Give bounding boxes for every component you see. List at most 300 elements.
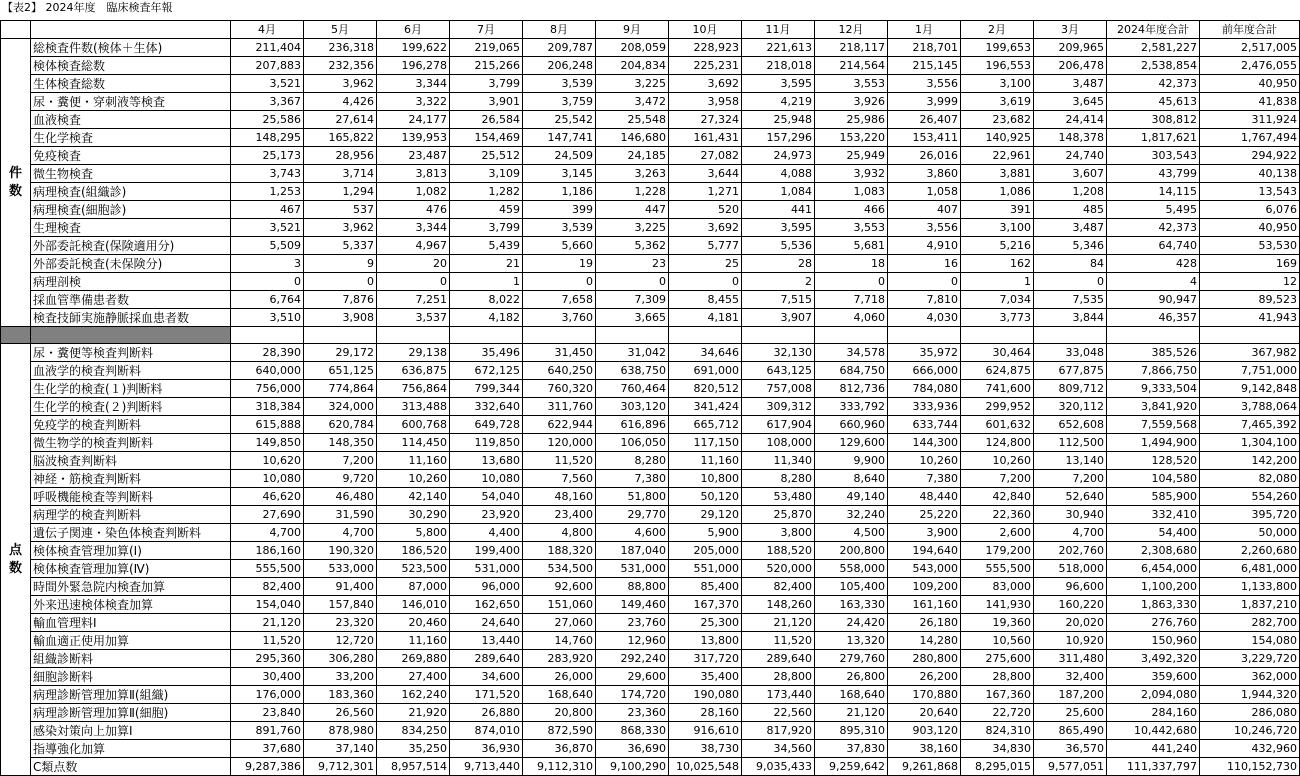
table-cell: 9,259,642 <box>815 758 888 776</box>
table-cell: 87,000 <box>377 578 450 596</box>
table-cell: 295,360 <box>231 650 304 668</box>
table-cell: 4,060 <box>815 309 888 327</box>
table-row <box>1 740 1300 758</box>
table-cell: 221,613 <box>742 39 815 57</box>
table-cell: 22,720 <box>961 704 1034 722</box>
table-cell: 27,324 <box>669 111 742 129</box>
table-cell: 1,944,320 <box>1200 686 1300 704</box>
column-header: 10月 <box>669 21 742 39</box>
table-cell: 23 <box>596 255 669 273</box>
table-cell: 284,160 <box>1107 704 1200 722</box>
table-cell: 48,440 <box>888 488 961 506</box>
table-cell: 148,260 <box>742 596 815 614</box>
row-label: 病理剖検 <box>31 273 231 291</box>
table-cell: 20,800 <box>523 704 596 722</box>
table-cell: 812,736 <box>815 380 888 398</box>
table-cell: 3,472 <box>596 93 669 111</box>
row-label: 検体検査管理加算(Ⅰ) <box>31 542 231 560</box>
separator-cell <box>31 327 231 344</box>
table-cell: 27,400 <box>377 668 450 686</box>
table-cell: 29,770 <box>596 506 669 524</box>
table-cell: 9,712,301 <box>304 758 377 776</box>
table-cell: 4,426 <box>304 93 377 111</box>
table-cell: 187,200 <box>1034 686 1107 704</box>
table-cell: 168,640 <box>815 686 888 704</box>
table-cell: 36,870 <box>523 740 596 758</box>
table-cell: 154,080 <box>1200 632 1300 650</box>
table-cell: 10,246,720 <box>1200 722 1300 740</box>
table-cell: 2,094,080 <box>1107 686 1200 704</box>
table-cell: 176,000 <box>231 686 304 704</box>
table-cell: 29,138 <box>377 344 450 362</box>
table-cell: 12 <box>1200 273 1300 291</box>
table-cell: 20 <box>377 255 450 273</box>
table-row <box>1 344 1300 362</box>
table-cell: 9 <box>304 255 377 273</box>
row-label: 病理学的検査判断料 <box>31 506 231 524</box>
table-cell: 367,982 <box>1200 344 1300 362</box>
table-cell: 333,936 <box>888 398 961 416</box>
row-label: 微生物検査 <box>31 165 231 183</box>
table-cell: 320,112 <box>1034 398 1107 416</box>
table-cell: 3,901 <box>450 93 523 111</box>
table-row <box>1 183 1300 201</box>
table-cell: 82,400 <box>742 578 815 596</box>
table-cell: 21,920 <box>377 704 450 722</box>
separator-cell <box>669 327 742 344</box>
table-cell: 865,490 <box>1034 722 1107 740</box>
table-cell: 1,086 <box>961 183 1034 201</box>
table-cell: 21,120 <box>742 614 815 632</box>
table-cell: 3,556 <box>888 219 961 237</box>
table-cell: 200,800 <box>815 542 888 560</box>
table-cell: 652,608 <box>1034 416 1107 434</box>
table-cell: 428 <box>1107 255 1200 273</box>
table-cell: 25,548 <box>596 111 669 129</box>
table-cell: 299,952 <box>961 398 1034 416</box>
table-cell: 186,520 <box>377 542 450 560</box>
table-cell: 4,800 <box>523 524 596 542</box>
table-cell: 29,120 <box>669 506 742 524</box>
table-cell: 7,560 <box>523 470 596 488</box>
table-cell: 40,138 <box>1200 165 1300 183</box>
table-cell: 82,400 <box>231 578 304 596</box>
table-cell: 3,962 <box>304 219 377 237</box>
table-cell: 1,186 <box>523 183 596 201</box>
table-cell: 48,160 <box>523 488 596 506</box>
table-cell: 3,799 <box>450 219 523 237</box>
table-cell: 41,943 <box>1200 309 1300 327</box>
column-header: 8月 <box>523 21 596 39</box>
table-cell: 554,260 <box>1200 488 1300 506</box>
table-cell: 4,219 <box>742 93 815 111</box>
table-cell: 83,000 <box>961 578 1034 596</box>
separator-cell <box>523 327 596 344</box>
table-cell: 834,250 <box>377 722 450 740</box>
table-cell: 25,870 <box>742 506 815 524</box>
table-cell: 3,926 <box>815 93 888 111</box>
table-cell: 636,875 <box>377 362 450 380</box>
table-cell: 684,750 <box>815 362 888 380</box>
table-cell: 2,476,055 <box>1200 57 1300 75</box>
table-cell: 209,965 <box>1034 39 1107 57</box>
table-row <box>1 506 1300 524</box>
table-cell: 24,420 <box>815 614 888 632</box>
table-cell: 92,600 <box>523 578 596 596</box>
table-cell: 1,863,330 <box>1107 596 1200 614</box>
table-row <box>1 75 1300 93</box>
table-cell: 12,720 <box>304 632 377 650</box>
table-cell: 1,083 <box>815 183 888 201</box>
table-cell: 162,650 <box>450 596 523 614</box>
table-cell: 35,496 <box>450 344 523 362</box>
table-cell: 5,439 <box>450 237 523 255</box>
table-cell: 3,788,064 <box>1200 398 1300 416</box>
table-cell: 3,900 <box>888 524 961 542</box>
table-cell: 1,253 <box>231 183 304 201</box>
table-cell: 903,120 <box>888 722 961 740</box>
table-cell: 169 <box>1200 255 1300 273</box>
row-label: 遺伝子関連・染色体検査判断料 <box>31 524 231 542</box>
table-cell: 282,700 <box>1200 614 1300 632</box>
table-cell: 3,487 <box>1034 75 1107 93</box>
table-cell: 162 <box>961 255 1034 273</box>
table-cell: 3,492,320 <box>1107 650 1200 668</box>
table-cell: 161,160 <box>888 596 961 614</box>
column-header: 2024年度合計 <box>1107 21 1200 39</box>
table-cell: 139,953 <box>377 129 450 147</box>
table-cell: 0 <box>304 273 377 291</box>
group-label-points: 点数 <box>1 344 31 776</box>
table-cell: 25,173 <box>231 147 304 165</box>
table-cell: 31,450 <box>523 344 596 362</box>
table-cell: 391 <box>961 201 1034 219</box>
table-row <box>1 578 1300 596</box>
table-cell: 1,228 <box>596 183 669 201</box>
table-cell: 333,792 <box>815 398 888 416</box>
table-cell: 106,050 <box>596 434 669 452</box>
table-cell: 218,018 <box>742 57 815 75</box>
table-cell: 399 <box>523 201 596 219</box>
table-cell: 37,680 <box>231 740 304 758</box>
table-cell: 24,973 <box>742 147 815 165</box>
table-cell: 23,920 <box>450 506 523 524</box>
table-cell: 3,932 <box>815 165 888 183</box>
table-cell: 774,864 <box>304 380 377 398</box>
table-cell: 20,640 <box>888 704 961 722</box>
table-cell: 555,500 <box>231 560 304 578</box>
table-cell: 52,640 <box>1034 488 1107 506</box>
table-cell: 3,644 <box>669 165 742 183</box>
table-cell: 9,112,310 <box>523 758 596 776</box>
table-cell: 85,400 <box>669 578 742 596</box>
table-cell: 207,883 <box>231 57 304 75</box>
table-cell: 531,000 <box>450 560 523 578</box>
table-cell: 341,424 <box>669 398 742 416</box>
table-row <box>1 165 1300 183</box>
table-cell: 1,837,210 <box>1200 596 1300 614</box>
table-cell: 0 <box>377 273 450 291</box>
table-cell: 292,240 <box>596 650 669 668</box>
table-cell: 799,344 <box>450 380 523 398</box>
column-header: 前年度合計 <box>1200 21 1300 39</box>
table-cell: 225,231 <box>669 57 742 75</box>
table-cell: 214,564 <box>815 57 888 75</box>
table-cell: 3,844 <box>1034 309 1107 327</box>
table-cell: 7,718 <box>815 291 888 309</box>
table-cell: 117,150 <box>669 434 742 452</box>
table-cell: 21 <box>450 255 523 273</box>
table-cell: 756,864 <box>377 380 450 398</box>
table-cell: 2,538,854 <box>1107 57 1200 75</box>
table-cell: 141,930 <box>961 596 1034 614</box>
table-row <box>1 542 1300 560</box>
table-cell: 8,280 <box>742 470 815 488</box>
table-cell: 3,619 <box>961 93 1034 111</box>
table-cell: 179,200 <box>961 542 1034 560</box>
table-cell: 9,333,504 <box>1107 380 1200 398</box>
table-cell: 5,900 <box>669 524 742 542</box>
table-cell: 1,058 <box>888 183 961 201</box>
table-cell: 25 <box>669 255 742 273</box>
table-cell: 1,084 <box>742 183 815 201</box>
table-cell: 660,960 <box>815 416 888 434</box>
table-cell: 9,142,848 <box>1200 380 1300 398</box>
table-cell: 6,454,000 <box>1107 560 1200 578</box>
table-row <box>1 686 1300 704</box>
table-cell: 36,690 <box>596 740 669 758</box>
table-cell: 600,768 <box>377 416 450 434</box>
table-cell: 23,682 <box>961 111 1034 129</box>
table-cell: 4,181 <box>669 309 742 327</box>
table-cell: 10,080 <box>450 470 523 488</box>
table-cell: 784,080 <box>888 380 961 398</box>
table-cell: 215,266 <box>450 57 523 75</box>
table-cell: 311,480 <box>1034 650 1107 668</box>
table-cell: 96,600 <box>1034 578 1107 596</box>
row-label: 脳波検査判断料 <box>31 452 231 470</box>
row-label: C類点数 <box>31 758 231 776</box>
table-cell: 3,813 <box>377 165 450 183</box>
table-cell: 34,560 <box>742 740 815 758</box>
separator-cell <box>1034 327 1107 344</box>
table-cell: 520 <box>669 201 742 219</box>
table-cell: 144,300 <box>888 434 961 452</box>
table-row <box>1 129 1300 147</box>
table-cell: 199,400 <box>450 542 523 560</box>
table-cell: 3,109 <box>450 165 523 183</box>
table-cell: 3,743 <box>231 165 304 183</box>
table-cell: 332,640 <box>450 398 523 416</box>
row-label: 生化学検査 <box>31 129 231 147</box>
table-cell: 2,581,227 <box>1107 39 1200 57</box>
table-cell: 7,866,750 <box>1107 362 1200 380</box>
table-cell: 3,537 <box>377 309 450 327</box>
table-cell: 14,760 <box>523 632 596 650</box>
table-cell: 3,595 <box>742 75 815 93</box>
table-cell: 3,958 <box>669 93 742 111</box>
table-cell: 3,553 <box>815 219 888 237</box>
table-cell: 0 <box>888 273 961 291</box>
row-label: 病理診断管理加算Ⅱ(組織) <box>31 686 231 704</box>
row-label: 免疫検査 <box>31 147 231 165</box>
table-cell: 4,500 <box>815 524 888 542</box>
table-cell: 26,584 <box>450 111 523 129</box>
table-cell: 29,600 <box>596 668 669 686</box>
row-label: 生化学的検査(２)判断料 <box>31 398 231 416</box>
table-cell: 7,559,568 <box>1107 416 1200 434</box>
table-row <box>1 596 1300 614</box>
table-cell: 3,773 <box>961 309 1034 327</box>
table-cell: 30,290 <box>377 506 450 524</box>
table-cell: 9,261,868 <box>888 758 961 776</box>
separator-cell <box>1 327 31 344</box>
table-cell: 3,539 <box>523 219 596 237</box>
row-label: 総検査件数(検体＋生体) <box>31 39 231 57</box>
table-cell: 46,620 <box>231 488 304 506</box>
column-header: 2月 <box>961 21 1034 39</box>
table-cell: 555,500 <box>961 560 1034 578</box>
table-cell: 9,577,051 <box>1034 758 1107 776</box>
row-label: 生化学的検査(１)判断料 <box>31 380 231 398</box>
table-cell: 4,182 <box>450 309 523 327</box>
table-cell: 3,556 <box>888 75 961 93</box>
table-cell: 151,060 <box>523 596 596 614</box>
table-cell: 3,229,720 <box>1200 650 1300 668</box>
column-header: 6月 <box>377 21 450 39</box>
table-cell: 90,947 <box>1107 291 1200 309</box>
table-cell: 760,320 <box>523 380 596 398</box>
table-cell: 34,600 <box>450 668 523 686</box>
table-cell: 10,260 <box>377 470 450 488</box>
table-cell: 171,520 <box>450 686 523 704</box>
table-cell: 170,880 <box>888 686 961 704</box>
table-cell: 28 <box>742 255 815 273</box>
table-cell: 5,681 <box>815 237 888 255</box>
table-cell: 232,356 <box>304 57 377 75</box>
table-cell: 269,880 <box>377 650 450 668</box>
table-cell: 10,920 <box>1034 632 1107 650</box>
table-cell: 162,240 <box>377 686 450 704</box>
table-cell: 46,357 <box>1107 309 1200 327</box>
table-cell: 112,500 <box>1034 434 1107 452</box>
table-cell: 1,133,800 <box>1200 578 1300 596</box>
table-cell: 25,300 <box>669 614 742 632</box>
table-cell: 4,700 <box>1034 524 1107 542</box>
table-cell: 168,640 <box>523 686 596 704</box>
table-cell: 3,607 <box>1034 165 1107 183</box>
table-cell: 4,600 <box>596 524 669 542</box>
table-cell: 28,390 <box>231 344 304 362</box>
table-cell: 218,701 <box>888 39 961 57</box>
table-cell: 42,140 <box>377 488 450 506</box>
separator-cell <box>304 327 377 344</box>
table-cell: 7,200 <box>961 470 1034 488</box>
table-cell: 533,000 <box>304 560 377 578</box>
table-cell: 163,330 <box>815 596 888 614</box>
table-cell: 29,172 <box>304 344 377 362</box>
table-cell: 209,787 <box>523 39 596 57</box>
table-cell: 824,310 <box>961 722 1034 740</box>
table-cell: 520,000 <box>742 560 815 578</box>
table-cell: 45,613 <box>1107 93 1200 111</box>
table-cell: 874,010 <box>450 722 523 740</box>
table-cell: 5,777 <box>669 237 742 255</box>
table-cell: 24,509 <box>523 147 596 165</box>
table-cell: 741,600 <box>961 380 1034 398</box>
table-cell: 332,410 <box>1107 506 1200 524</box>
table-cell: 25,600 <box>1034 704 1107 722</box>
table-cell: 537 <box>304 201 377 219</box>
table-cell: 105,400 <box>815 578 888 596</box>
table-cell: 5,495 <box>1107 201 1200 219</box>
table-cell: 38,160 <box>888 740 961 758</box>
row-label: 検査技師実施静脈採血患者数 <box>31 309 231 327</box>
table-cell: 10,620 <box>231 452 304 470</box>
column-header: 3月 <box>1034 21 1107 39</box>
table-cell: 3,367 <box>231 93 304 111</box>
table-cell: 54,400 <box>1107 524 1200 542</box>
table-cell: 30,940 <box>1034 506 1107 524</box>
table-cell: 5,362 <box>596 237 669 255</box>
table-cell: 154,040 <box>231 596 304 614</box>
table-cell: 283,920 <box>523 650 596 668</box>
table-cell: 26,880 <box>450 704 523 722</box>
separator-cell <box>450 327 523 344</box>
table-cell: 50,120 <box>669 488 742 506</box>
table-cell: 111,337,797 <box>1107 758 1200 776</box>
table-cell: 1,304,100 <box>1200 434 1300 452</box>
table-cell: 3,841,920 <box>1107 398 1200 416</box>
table-row <box>1 722 1300 740</box>
table-cell: 303,120 <box>596 398 669 416</box>
table-cell: 40,950 <box>1200 75 1300 93</box>
table-cell: 651,125 <box>304 362 377 380</box>
table-cell: 9,720 <box>304 470 377 488</box>
table-cell: 4 <box>1107 273 1200 291</box>
table-cell: 54,040 <box>450 488 523 506</box>
table-cell: 1,271 <box>669 183 742 201</box>
table-cell: 9,100,290 <box>596 758 669 776</box>
table-cell: 19,360 <box>961 614 1034 632</box>
table-cell: 208,059 <box>596 39 669 57</box>
table-cell: 286,080 <box>1200 704 1300 722</box>
table-cell: 7,034 <box>961 291 1034 309</box>
row-label: 病理検査(細胞診) <box>31 201 231 219</box>
table-cell: 13,440 <box>450 632 523 650</box>
table-cell: 3,759 <box>523 93 596 111</box>
column-header: 5月 <box>304 21 377 39</box>
table-cell: 53,480 <box>742 488 815 506</box>
row-label: 神経・筋検査判断料 <box>31 470 231 488</box>
table-cell: 27,082 <box>669 147 742 165</box>
table-cell: 620,784 <box>304 416 377 434</box>
table-cell: 202,760 <box>1034 542 1107 560</box>
table-cell: 3,799 <box>450 75 523 93</box>
table-cell: 289,640 <box>450 650 523 668</box>
table-cell: 42,840 <box>961 488 1034 506</box>
table-cell: 206,478 <box>1034 57 1107 75</box>
table-cell: 4,088 <box>742 165 815 183</box>
table-cell: 23,840 <box>231 704 304 722</box>
table-cell: 6,764 <box>231 291 304 309</box>
table-cell: 665,712 <box>669 416 742 434</box>
header-corner <box>1 21 31 39</box>
table-cell: 22,961 <box>961 147 1034 165</box>
table-cell: 30,400 <box>231 668 304 686</box>
table-cell: 10,800 <box>669 470 742 488</box>
table-row <box>1 650 1300 668</box>
